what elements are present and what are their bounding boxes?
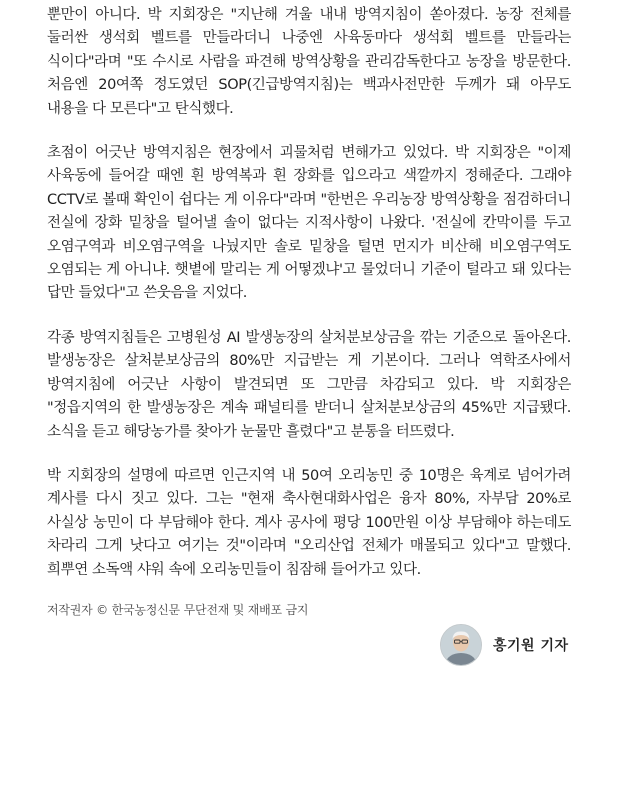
reporter-avatar[interactable] [440, 624, 482, 666]
byline[interactable] [440, 624, 569, 666]
article-body [47, 4, 571, 618]
reporter-name[interactable]: 홍기원 기자 [493, 638, 569, 654]
article-paragraph-1: 뿐만이 아니다. 박 지회장은 "지난해 겨울 내내 방역지침이 쏟아졌다. 농장 전체를 둘러싼 생석회 벨트를 만들라더니 나중엔 사육동마다 생석회 벨트를 만들라는 식이다"라며 "또 수시로 사람을 파견해 방역상황을 관리감독한다고 농장을 방문한다. 처음엔 20여쪽 정도였던 SOP(긴급방역지침)는 백과사전만한 두께가 돼 아무도 내용을 다 모른다"고 탄식했다. [47, 7, 571, 117]
article-paragraph-2: 초점이 어긋난 방역지침은 현장에서 괴물처럼 변해가고 있었다. 박 지회장은 "이제 사육동에 들어갈 때엔 흰 방역복과 흰 장화를 입으라고 색깔까지 정해준다. 그래야 CCTV로 볼때 확인이 쉽다는 게 이유다"라며 "한번은 우리농장 방역상황을 점검하더니 전실에 장화 밑창을 털어낼 솔이 없다는 지적사항이 나왔다. '전실에 칸막이를 두고 오염구역과 비오염구역을 나눴지만 솔로 밑창을 털면 먼지가 비산해 비오염구역도 오염되는 게 아니냐. 햇볕에 말리는 게 어떻겠냐'고 물었더니 기준이 털라고 돼 있다는 답만 들었다"고 쓴웃음을 지었다. [47, 145, 571, 302]
article-paragraph-3: 각종 방역지침들은 고병원성 AI 발생농장의 살처분보상금을 깎는 기준으로 돌아온다. 발생농장은 살처분보상금의 80%만 지급받는 게 기본이다. 그러나 역학조사에서 방역지침에 어긋난 사항이 발견되면 또 그만큼 차감되고 있다. 박 지회장은 "정읍지역의 한 발생농장은 계속 패널티를 받더니 살처분보상금의 45%만 지급됐다. 소식을 듣고 해당농가를 찾아가 눈물만 흘렸다"고 분통을 터뜨렸다. [47, 329, 571, 440]
article-paragraph-4: 박 지회장의 설명에 따르면 인근지역 내 50여 오리농민 중 10명은 육계로 넘어가려 계사를 다시 짓고 있다. 그는 "현재 축사현대화사업은 융자 80%, 자부담 20%로 사실상 농민이 다 부담해야 한다. 계사 공사에 평당 100만원 이상 부담해야 하는데도 차라리 그게 낫다고 여기는 것"이라며 "오리산업 전체가 매몰되고 있다"고 말했다. 희뿌연 소독액 샤워 속에 오리농민들이 침잠해 들어가고 있다. [47, 467, 571, 578]
copyright-notice: 저작권자 © 한국농정신문 무단전재 및 재배포 금지 [47, 602, 309, 617]
person-icon [441, 625, 481, 665]
